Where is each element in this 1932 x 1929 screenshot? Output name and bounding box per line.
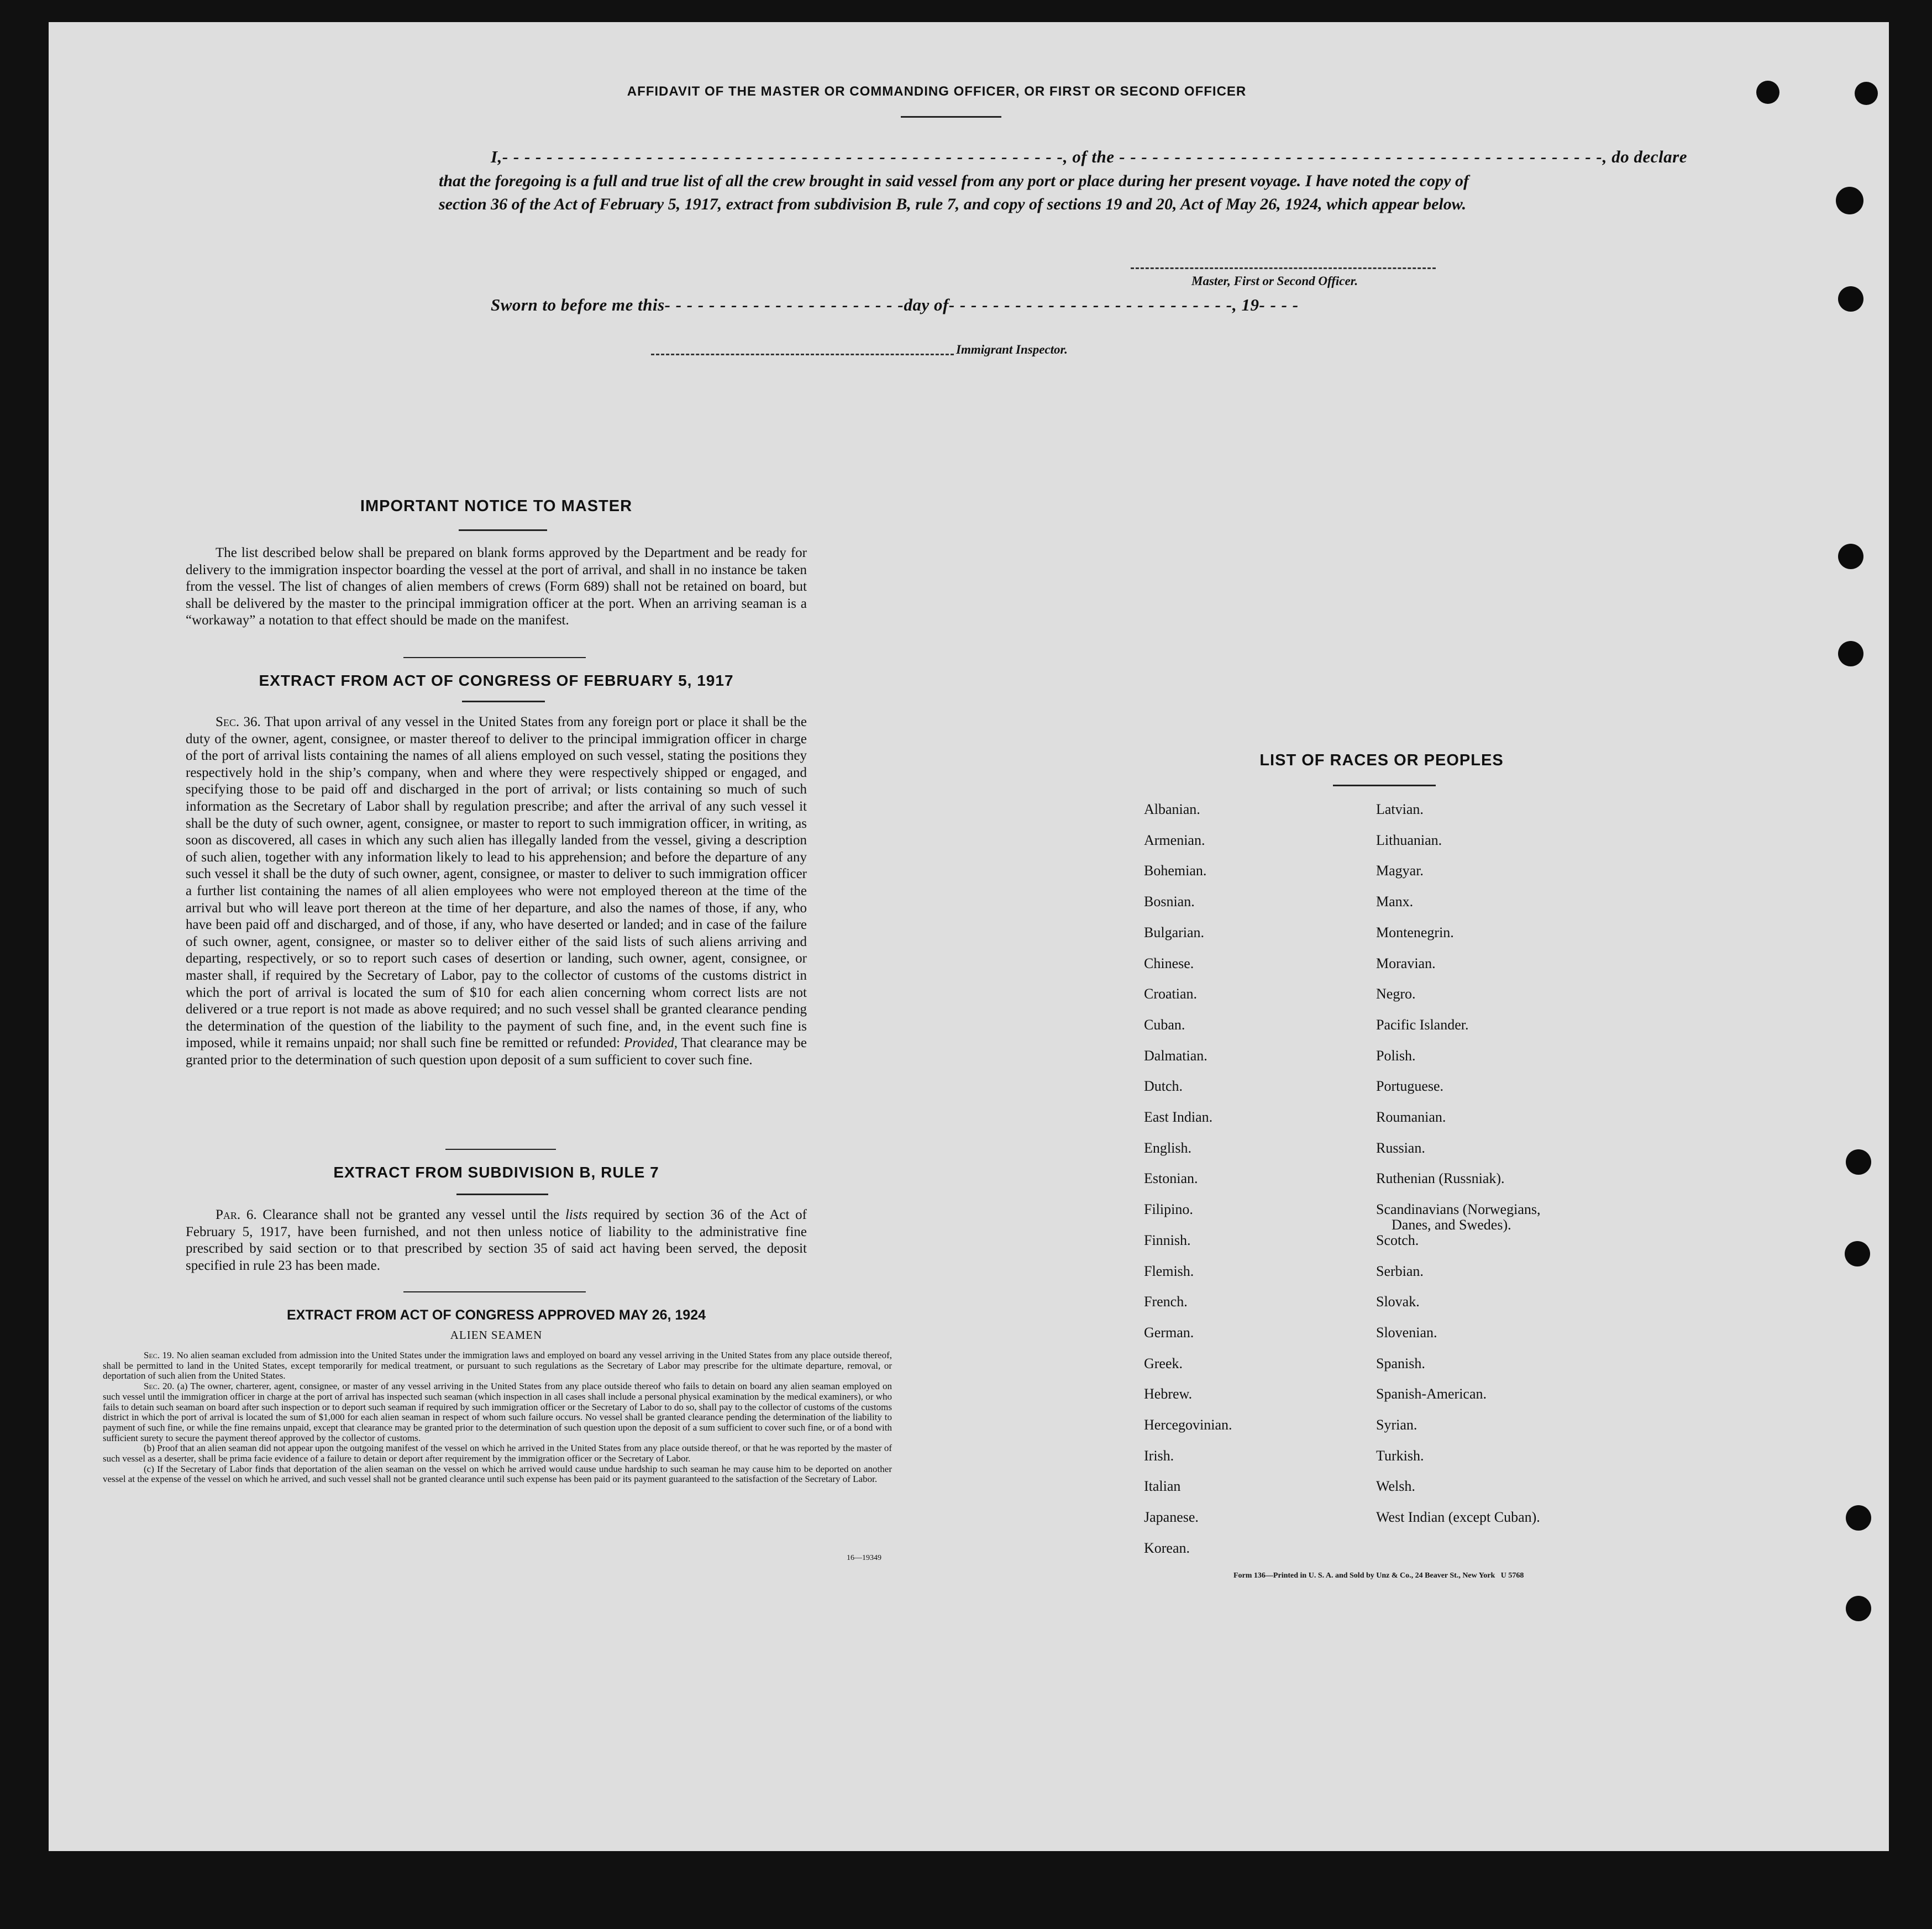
paragraph-6-body-b: required by section 36 of the Act of February 5, 1917, have been furnished, and not then unless notice of liability to the administrative fine prescribed by said section or to that prescribed by section 35 of said act having been served, the deposit specified in rule 23 has been made.	[186, 1207, 807, 1273]
sworn-month-blank[interactable]: - - - - - - - - - - - - - - - - - - - - - - - - - -	[948, 295, 1233, 314]
race-item: Hercegovinian.	[1144, 1417, 1232, 1433]
race-item: Filipino.	[1144, 1201, 1193, 1218]
race-item: Bosnian.	[1144, 893, 1195, 910]
section-20a	[103, 1381, 892, 1443]
section-20c: (c) If the Secretary of Labor finds that deportation of the alien seaman on the vessel on which he arrived would cause undue hardship to such seaman he may cause him to be deported on another vessel at the expense of the vessel on which he arrived, and such vessel shall not be granted clearance until such expense has been paid or its payment guaranteed to the satisfaction of the Secretary of Labor.	[103, 1463, 892, 1485]
section-divider	[445, 1149, 556, 1150]
race-item: West Indian (except Cuban).	[1376, 1509, 1540, 1526]
race-item: Montenegrin.	[1376, 924, 1454, 940]
section-36-proviso: That clearance may be granted prior to the determination of such question upon deposit of a sum sufficient to cover such fine.	[186, 1036, 807, 1068]
race-item: Roumanian.	[1376, 1109, 1446, 1125]
year-label: , 19	[1232, 295, 1259, 314]
race-item: Latvian.	[1376, 801, 1424, 817]
race-item: Armenian.	[1144, 832, 1205, 848]
punch-hole	[1846, 1596, 1871, 1621]
paragraph-6-label: Par. 6.	[216, 1207, 257, 1222]
race-item: Chinese.	[1144, 955, 1194, 971]
race-item: Estonian.	[1144, 1170, 1198, 1187]
extract-rule7-title: EXTRACT FROM SUBDIVISION B, RULE 7	[333, 1164, 659, 1181]
section-divider	[403, 1291, 586, 1292]
vessel-name-blank[interactable]: - - - - - - - - - - - - - - - - - - - - - - - - - - - - - - - - - - - - - - - - - - - -	[1114, 147, 1603, 166]
title-rule	[901, 116, 1001, 118]
punch-hole	[1836, 187, 1863, 214]
race-item: Turkish.	[1376, 1447, 1424, 1464]
section-36-label: Sec. 36.	[216, 714, 261, 729]
race-item: Hebrew.	[1144, 1386, 1193, 1402]
race-item: Scandinavians (Norwegians,	[1376, 1201, 1541, 1218]
sworn-line	[491, 295, 1299, 315]
race-item: Welsh.	[1376, 1478, 1415, 1495]
affidavit-title: AFFIDAVIT OF THE MASTER OR COMMANDING OFFICER, OR FIRST OR SECOND OFFICER	[627, 84, 1247, 99]
inspector-signature-line[interactable]	[651, 354, 954, 355]
section-20-label: Sec. 20.	[144, 1381, 175, 1392]
race-item: German.	[1144, 1324, 1194, 1341]
race-item: Albanian.	[1144, 801, 1200, 817]
race-item: Magyar.	[1376, 863, 1424, 879]
provided-word: Provided,	[624, 1036, 678, 1051]
race-item: French.	[1144, 1294, 1188, 1310]
declare-label: , do declare	[1602, 147, 1687, 166]
race-item: Pacific Islander.	[1376, 1016, 1469, 1033]
form-code: 16—19349	[847, 1554, 881, 1562]
race-item: Syrian.	[1376, 1417, 1418, 1433]
sworn-date-blank[interactable]: - - - - - - - - - - - - - - - - - - - - - -	[664, 295, 904, 314]
punch-hole	[1855, 82, 1878, 105]
race-item: Russian.	[1376, 1139, 1425, 1156]
race-item: Manx.	[1376, 893, 1414, 910]
race-item: Lithuanian.	[1376, 832, 1442, 848]
race-item: Bulgarian.	[1144, 924, 1205, 940]
punch-hole	[1846, 1505, 1871, 1531]
section-20a-body: (a) The owner, charterer, agent, consignee, or master of any vessel arriving in the United States from any place outside thereof who fails to detain on board any alien seaman employed on such vessel until the immigration officer in charge at the port of arrival has inspected such seaman (which inspection in all cases shall include a personal physical examination by the medical examiners), or who fails to detain such seaman on board after such inspection or to deport such seaman if required by such immigration officer or the Secretary of Labor to do so, shall pay to the collector of customs of the customs district in which the port of arrival is located the sum of $1,000 for each alien seaman in respect of whom such failure occurs. No vessel shall be granted clearance pending the determination of the liability to payment of such fine, or while the fine remains unpaid, except that clearance may be granted prior to the determination of such question upon the deposit of a sum sufficient to cover such fine, or of a bond with sufficient surety to secure the payment thereof approved by the collector of customs.	[103, 1381, 893, 1443]
race-item: English.	[1144, 1139, 1191, 1156]
race-item: Ruthenian (Russniak).	[1376, 1170, 1505, 1187]
race-item: Serbian.	[1376, 1263, 1424, 1279]
race-item: Spanish.	[1376, 1355, 1425, 1371]
sections-1924-text	[103, 1350, 892, 1485]
master-signature-label: Master, First or Second Officer.	[1191, 274, 1358, 288]
paragraph-6-body-a: Clearance shall not be granted any vessel until the	[262, 1207, 560, 1222]
race-item: Croatian.	[1144, 986, 1198, 1002]
race-item: Slovak.	[1376, 1294, 1420, 1310]
form-imprint: Form 136—Printed in U. S. A. and Sold by Unz & Co., 24 Beaver St., New York U 5768	[1233, 1571, 1524, 1580]
extract-1924-title: EXTRACT FROM ACT OF CONGRESS APPROVED MAY 26, 1924	[286, 1307, 706, 1323]
paragraph-6-text	[186, 1207, 807, 1274]
section-36-text	[186, 714, 807, 1069]
race-item: Irish.	[1144, 1447, 1174, 1464]
races-rule	[1333, 785, 1436, 786]
lists-word: lists	[565, 1207, 588, 1222]
race-item: Negro.	[1376, 986, 1416, 1002]
race-item: Spanish-American.	[1376, 1386, 1487, 1402]
section-19-body: No alien seaman excluded from admission into the United States under the immigration laws and employed on board any vessel arriving in the United States from any place outside thereof, shall be permitted to land in the United States, except temporarily for medical treatment, or pursuant to such regulations as the Secretary of Labor may prescribe for the ultimate departure, removal, or deportation of such alien from the United States.	[103, 1350, 893, 1381]
race-item: Dutch.	[1144, 1078, 1183, 1095]
race-item: Greek.	[1144, 1355, 1183, 1371]
race-item: Moravian.	[1376, 955, 1436, 971]
notice-title: IMPORTANT NOTICE TO MASTER	[360, 497, 633, 515]
affidavit-statement: that the foregoing is a full and true list of all the crew brought in said vessel from any port or place during her present voyage. I have noted the copy of section 36 of the Act of February 5, 1917, extract from subdivision B, rule 7, and copy of sections 19 and 20, Act of May 26, 1924, which appear below.	[439, 172, 1469, 213]
section-divider	[403, 657, 586, 658]
affidavit-declaration-line	[491, 147, 1687, 167]
punch-hole	[1838, 544, 1863, 569]
section-19-label: Sec. 19.	[144, 1350, 174, 1360]
section-36-body: That upon arrival of any vessel in the United States from any foreign port or place it shall be the duty of the owner, agent, consignee, or master thereof to deliver to the principal immigration officer in charge of the port of arrival lists containing the names of all aliens employed on such vessel, stating the positions they respectively hold in the ship’s company, when and where they were respectively shipped or engaged, and specifying those to be paid off and discharged in the port of arrival; or lists containing so much of such information as the Secretary of Labor shall by regulation prescribe; and after the arrival of any such vessel it shall be the duty of such owner, agent, consignee, or master to report to such immigration officer, in writing, as soon as discovered, all cases in which any such alien has illegally landed from the vessel, giving a description of such alien, together with any information likely to lead to his apprehension; and before the departure of any such vessel it shall be the duty of such owner, agent, consignee, or master to deliver to such immigration officer a further list containing the names of all alien employees who were not employed thereon at the time of the arrival but who will leave port thereon at the time of her departure, and also the names of those, if any, who have been paid off and discharged, and of those, if any, who have deserted or landed; and in case of the failure of such owner, agent, consignee, or master so to deliver either of the said lists of such aliens arriving and departing, respectively, or so to report such cases of desertion or landing, such owner, agent, consignee, or master shall, if required by the Secretary of Labor, pay to the collector of customs of the customs district in which the port of arrival is located the sum of $10 for each alien concerning whom correct lists are not delivered or a true report is not made as above required; and no such vessel shall be granted clearance pending the determination of the question of the liability to the payment of such fine, and, in the event such fine is imposed, while it remains unpaid; nor shall such fine be remitted or refunded:	[186, 714, 807, 1051]
section-19	[103, 1350, 892, 1381]
races-title: LIST OF RACES OR PEOPLES	[1259, 751, 1504, 769]
sworn-year-blank[interactable]: - - - -	[1259, 295, 1299, 314]
race-item: Korean.	[1144, 1539, 1190, 1556]
race-item: Flemish.	[1144, 1263, 1194, 1279]
race-item: Slovenian.	[1376, 1324, 1437, 1341]
sworn-label: Sworn to before me this	[491, 295, 665, 314]
race-item: East Indian.	[1144, 1109, 1213, 1125]
race-item: Finnish.	[1144, 1232, 1191, 1248]
punch-hole	[1756, 81, 1779, 104]
master-signature-line[interactable]	[1131, 267, 1436, 269]
alien-seamen-subtitle: ALIEN SEAMEN	[450, 1328, 543, 1342]
notice-rule	[459, 529, 547, 531]
extract-1917-rule	[462, 701, 545, 702]
extract-1917-title: EXTRACT FROM ACT OF CONGRESS OF FEBRUARY 5, 1917	[259, 672, 734, 689]
day-of-label: day of	[904, 295, 949, 314]
race-item: Scotch.	[1376, 1232, 1419, 1248]
punch-hole	[1838, 641, 1863, 666]
race-item: Portuguese.	[1376, 1078, 1444, 1095]
race-item-continuation: Danes, and Swedes).	[1392, 1217, 1511, 1233]
declarant-name-blank[interactable]: - - - - - - - - - - - - - - - - - - - - - - - - - - - - - - - - - - - - - - - - - - - - - - - - - - -	[502, 147, 1063, 166]
punch-hole	[1838, 286, 1863, 312]
vessel-label: , of the	[1063, 147, 1115, 166]
race-item: Italian	[1144, 1478, 1181, 1495]
declarant-label: I,	[491, 147, 502, 166]
race-item: Bohemian.	[1144, 863, 1207, 879]
section-20b: (b) Proof that an alien seaman did not appear upon the outgoing manifest of the vessel on which he arrived in the United States from any place outside thereof, or that he was reported by the master of such vessel as a deserter, shall be prima facie evidence of a failure to detain or deport after requirement by the immigration officer or the Secretary of Labor.	[103, 1443, 892, 1464]
notice-text: The list described below shall be prepared on blank forms approved by the Department and be ready for delivery to the immigration inspector boarding the vessel at the port of arrival, and shall in no instance be taken from the vessel. The list of changes of alien members of crews (Form 689) shall not be retained on board, but shall be delivered by the master to the principal immigration officer at the port. When an arriving seaman is a “workaway” a notation to that effect should be made on the manifest.	[186, 545, 807, 628]
race-item: Polish.	[1376, 1047, 1416, 1064]
inspector-label: Immigrant Inspector.	[956, 343, 1068, 356]
race-item: Cuban.	[1144, 1016, 1185, 1033]
punch-hole	[1845, 1241, 1870, 1266]
race-item: Japanese.	[1144, 1509, 1199, 1526]
punch-hole	[1846, 1149, 1871, 1175]
race-item: Dalmatian.	[1144, 1047, 1208, 1064]
extract-rule7-rule	[456, 1194, 548, 1195]
